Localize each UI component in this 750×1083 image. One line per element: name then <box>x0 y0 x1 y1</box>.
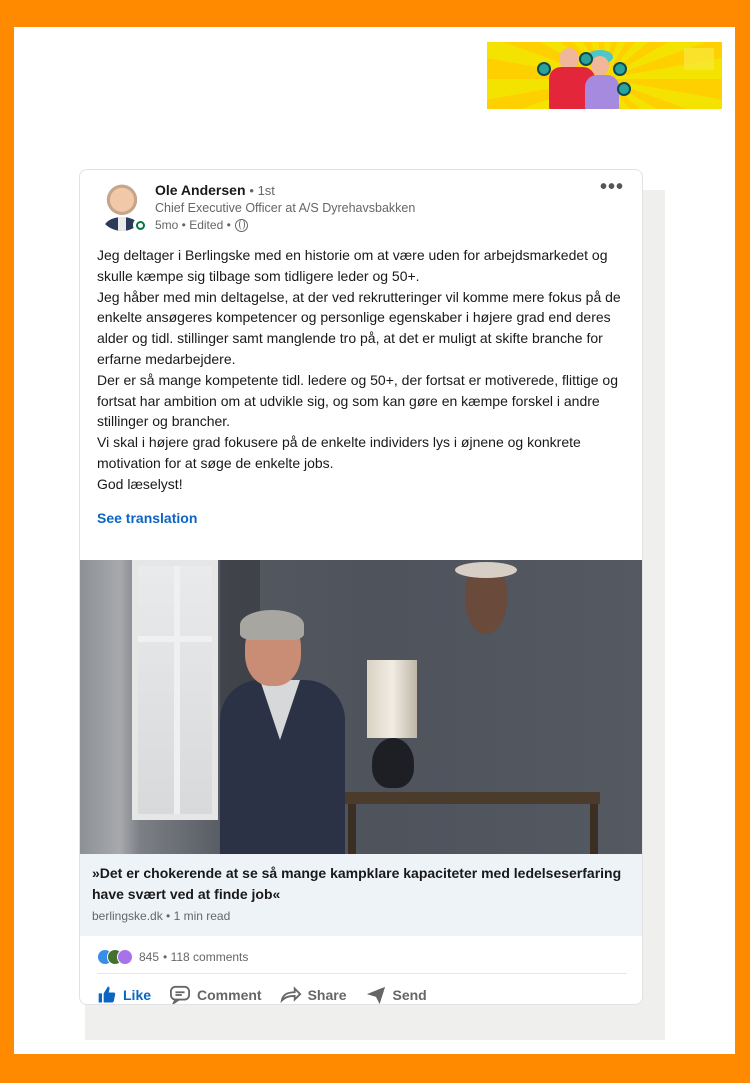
reaction-count[interactable]: 845 <box>139 950 160 964</box>
comment-count[interactable]: • 118 comments <box>163 950 249 964</box>
more-options-button[interactable]: ••• <box>599 176 624 198</box>
comment-button[interactable]: Comment <box>169 985 262 1005</box>
linkedin-post-card <box>79 169 643 1005</box>
share-button[interactable]: Share <box>280 985 347 1005</box>
post-paragraph: Der er så mange kompetente tidl. ledere og 50+, der fortsat er motiverede, flittige og fortsat har ambition om at udvikle sig, og som kan gøre en kæmpe forskel i andre stillinger og brancher. <box>97 371 619 430</box>
globe-icon <box>235 219 248 232</box>
action-bar <box>97 985 427 1005</box>
insightful-reaction-icon <box>117 949 133 965</box>
comment-icon <box>169 985 191 1005</box>
online-status-icon <box>133 218 147 232</box>
see-translation-link[interactable]: See translation <box>97 510 198 526</box>
social-counts <box>97 949 248 965</box>
send-icon <box>365 985 387 1005</box>
author-headline: Chief Executive Officer at A/S Dyrehavsbakken <box>155 201 416 215</box>
post-paragraph: Jeg håber med min deltagelse, at der ved rekrutteringer vil komme mere fokus på de enkelte ansøgeres kompetencer og personlige egenskaber i højere grad end deres alder og tidl. stillinger samt manglende tro på, at det er muligt at skifte branche for erfarne medarbejdere. <box>97 288 621 367</box>
article-title[interactable]: »Det er chokerende at se så mange kampklare kapaciteter med ledelseserfaring have svært ved at finde job« <box>92 865 622 902</box>
share-icon <box>280 985 302 1005</box>
article-photo[interactable] <box>80 560 643 854</box>
send-button[interactable]: Send <box>365 985 427 1005</box>
thumbs-up-icon <box>97 985 117 1005</box>
reaction-icons[interactable] <box>97 949 127 965</box>
post-paragraph: God læselyst! <box>97 475 183 492</box>
post-meta <box>155 218 248 232</box>
like-button[interactable]: Like <box>97 985 151 1005</box>
post-paragraph: Jeg deltager i Berlingske med en historie om at være uden for arbejdsmarkedet og skulle kæmpe sig tilbage som tidligere leder og 50+. <box>97 247 608 284</box>
article-source: berlingske.dk • 1 min read <box>92 909 231 923</box>
divider <box>97 973 627 974</box>
post-text <box>97 245 632 495</box>
connection-degree: • 1st <box>249 183 275 198</box>
author-name[interactable]: Ole Andersen • 1st <box>155 182 275 198</box>
article-link-preview[interactable] <box>80 854 643 936</box>
post-paragraph: Vi skal i højere grad fokusere på de enkelte individers lys i øjnene og konkrete motivation for at søge de enkelte jobs. <box>97 434 581 471</box>
banner-illustration <box>487 42 722 109</box>
post-time: 5mo • Edited • <box>155 218 231 232</box>
